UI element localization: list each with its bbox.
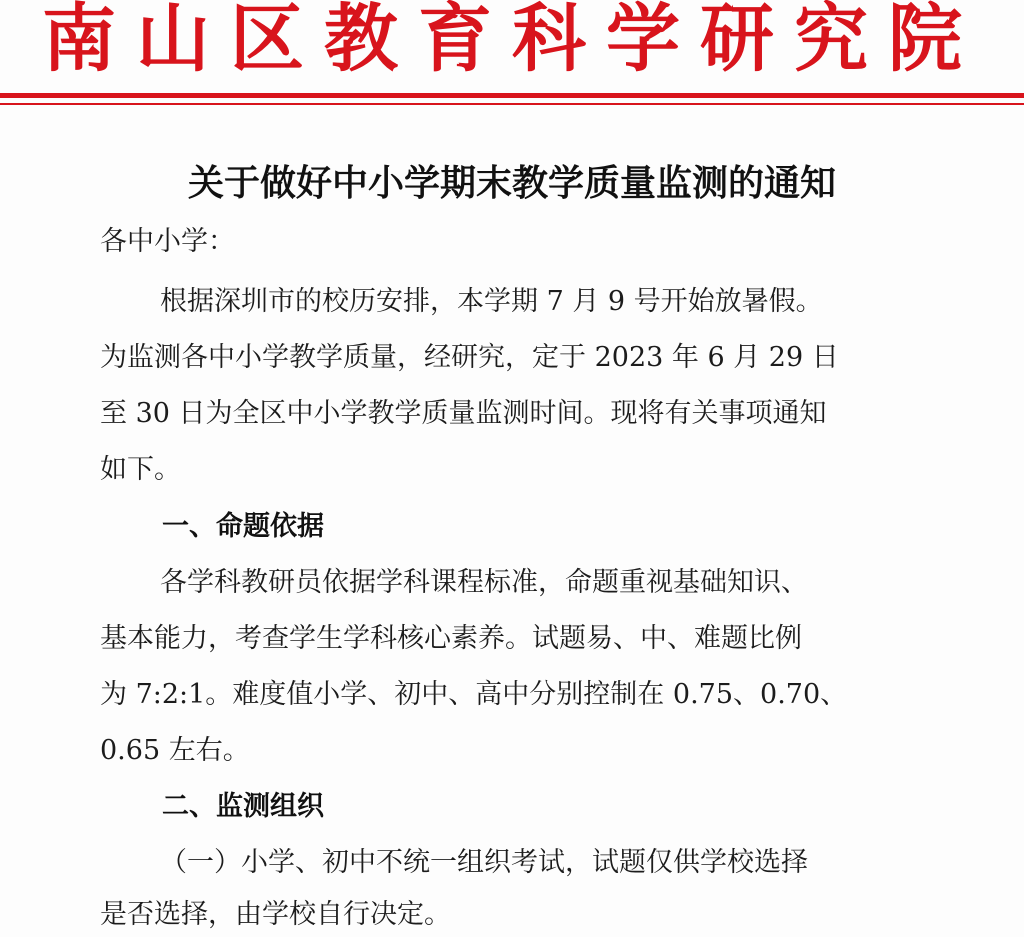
section-2-line-2: 是否选择，由学校自行决定。 bbox=[100, 899, 451, 930]
salutation: 各中小学： bbox=[100, 226, 235, 257]
document-title: 关于做好中小学期末教学质量监测的通知 bbox=[187, 163, 836, 204]
intro-line-4: 如下。 bbox=[100, 454, 181, 485]
section-1-line-1: 各学科教研员依据学科课程标准，命题重视基础知识、 bbox=[160, 567, 808, 598]
section-1-heading: 一、命题依据 bbox=[162, 511, 324, 542]
intro-line-2: 为监测各中小学教学质量，经研究，定于 2023 年 6 月 29 日 bbox=[100, 342, 839, 373]
section-2-line-1: （一）小学、初中不统一组织考试，试题仅供学校选择 bbox=[160, 847, 808, 878]
header-rule-thick bbox=[0, 93, 1024, 98]
section-2-heading: 二、监测组织 bbox=[162, 791, 324, 822]
section-1-line-3: 为 7:2:1。难度值小学、初中、高中分别控制在 0.75、0.70、 bbox=[100, 679, 848, 710]
header-rule-thin bbox=[0, 103, 1024, 105]
section-1-line-4: 0.65 左右。 bbox=[100, 735, 250, 766]
section-1-line-2: 基本能力，考查学生学科核心素养。试题易、中、难题比例 bbox=[100, 623, 802, 654]
intro-line-3: 至 30 日为全区中小学教学质量监测时间。现将有关事项通知 bbox=[100, 398, 827, 429]
intro-line-1: 根据深圳市的校历安排，本学期 7 月 9 号开始放暑假。 bbox=[160, 286, 823, 317]
organization-header: 南山区教育科学研究院 bbox=[42, 0, 982, 82]
